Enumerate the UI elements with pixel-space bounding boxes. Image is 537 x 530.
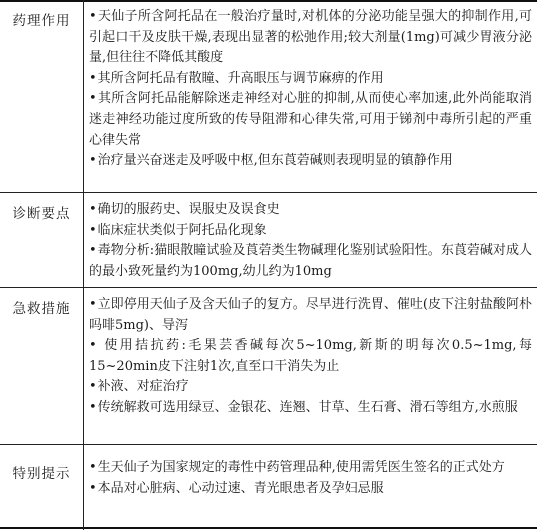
column-divider <box>83 0 84 530</box>
list-item: •其所含阿托品有散瞳、升高眼压与调节麻痹的作用 <box>89 70 384 86</box>
table-bottom-border <box>0 527 537 529</box>
row-content-diagnosis <box>89 200 532 282</box>
row-label-special-notes: 特别提示 <box>12 466 71 482</box>
row-divider <box>0 192 537 193</box>
row-content-special-notes <box>89 458 532 499</box>
list-item: •补液、对症治疗 <box>89 379 189 395</box>
list-item: •治疗量兴奋迷走及呼吸中枢,但东莨菪碱则表现明显的镇静作用 <box>89 153 453 169</box>
list-item: •天仙子所含阿托品在一般治疗量时,对机体的分泌功能呈强大的抑制作用,可引起口干及皮肤干燥,表现出显著的松弛作用;较大剂量(1mg)可减少胃液分泌量,但往往不降低其酸度 <box>89 9 532 66</box>
row-content-first-aid <box>89 295 532 419</box>
list-item: •毒物分析:猫眼散瞳试验及莨菪类生物碱理化鉴别试验阳性。东莨菪碱对成人的最小致死量约为100mg,幼儿约为10mg <box>89 243 532 279</box>
row-label-first-aid: 急救措施 <box>12 301 71 317</box>
list-item: •本品对心脏病、心动过速、青光眼患者及孕妇忌服 <box>89 480 384 496</box>
row-divider <box>0 444 537 445</box>
list-item: •立即停用天仙子及含天仙子的复方。尽早进行洗胃、催吐(皮下注射盐酸阿朴吗啡5mg)、导泻 <box>89 297 532 333</box>
list-item: •临床症状类似于阿托品化现象 <box>89 222 267 238</box>
list-item: • 使用拮抗药:毛果芸香碱每次5~10mg,新斯的明每次0.5~1mg,每15~20min皮下注射1次,直至口干消失为止 <box>89 338 532 374</box>
list-item: •生天仙子为国家规定的毒性中药管理品种,使用需凭医生签名的正式处方 <box>89 460 505 475</box>
list-item: •传统解救可选用绿豆、金银花、连翘、甘草、生石膏、滑石等组方,水煎服 <box>89 399 518 415</box>
row-label-diagnosis: 诊断要点 <box>12 206 71 222</box>
list-item: •确切的服药史、误服史及误食史 <box>89 202 280 217</box>
row-content-pharmacology <box>89 7 532 172</box>
list-item: •其所含阿托品能解除迷走神经对心脏的抑制,从而使心率加速,此外尚能取消迷走神经功能过度所致的传导阻滞和心律失常,可用于锑剂中毒所引起的严重心律失常 <box>89 91 532 148</box>
table-top-border <box>0 0 537 2</box>
row-label-pharmacology: 药理作用 <box>12 13 71 29</box>
row-divider <box>0 287 537 288</box>
